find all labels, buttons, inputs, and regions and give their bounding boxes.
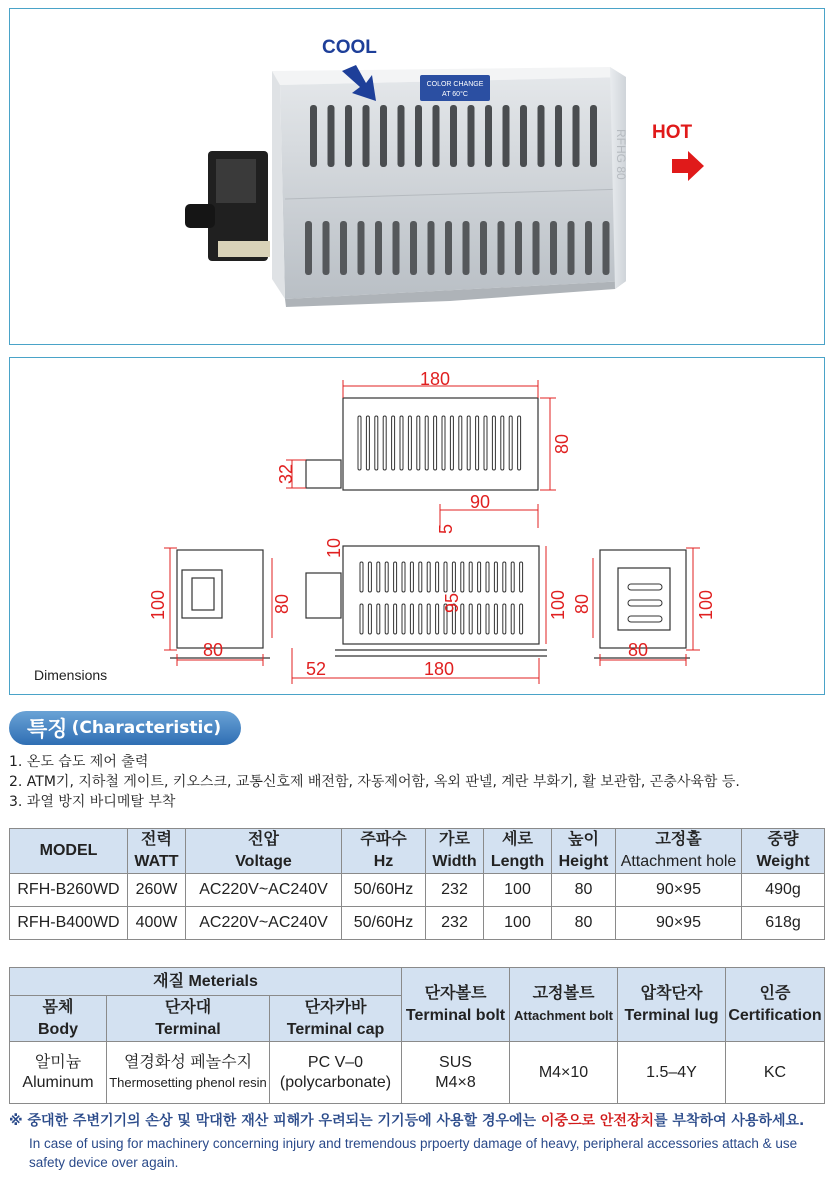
vent-slot xyxy=(358,221,365,275)
notice-korean: ※ 중대한 주변기기의 손상 및 막대한 재산 피해가 우려되는 기기등에 사용할 경우에는 이중으로 안전장치를 부착하여 사용하세요. xyxy=(9,1113,805,1129)
drawing-slot xyxy=(427,604,430,634)
drawing-slot xyxy=(410,604,413,634)
drawing-slot xyxy=(511,604,514,634)
header-voltage: 전압 Voltage xyxy=(186,829,342,874)
drawing-slot xyxy=(375,416,378,470)
drawing-slot xyxy=(377,562,380,592)
drawing-slot xyxy=(385,604,388,634)
drawing-slot xyxy=(366,416,369,470)
characteristic-title-en: (Characteristic) xyxy=(71,718,222,738)
drawing-slot xyxy=(511,562,514,592)
vent-slot xyxy=(498,221,505,275)
vent-slot xyxy=(340,221,347,275)
vent-slot xyxy=(503,105,510,167)
vent-slot xyxy=(323,221,330,275)
drawing-slot xyxy=(486,604,489,634)
feature-item: 2. ATM기, 지하철 게이트, 키오스크, 교통신호제 배전함, 자동제어함, 옥외 판넬, 계란 부화기, 활 보관함, 곤충사육함 등. xyxy=(9,774,740,790)
dimensions-caption: Dimensions xyxy=(34,667,108,683)
header-width: 가로 Width xyxy=(426,829,484,874)
header-terminal: 단자대 Terminal xyxy=(107,996,270,1042)
drawing-slot xyxy=(459,416,462,470)
feature-item: 3. 과열 방지 바디메탈 부착 xyxy=(9,794,176,810)
dim-right-inner: 80 xyxy=(572,593,592,614)
header-body: 몸체 Body xyxy=(10,996,107,1042)
vent-slot xyxy=(415,105,422,167)
drawing-slot xyxy=(484,416,487,470)
drawing-slot xyxy=(450,416,453,470)
feature-item: 1. 온도 습도 제어 출력 xyxy=(9,754,149,770)
dim-top-width: 180 xyxy=(420,369,451,389)
heater-photo xyxy=(10,9,826,346)
vent-slot xyxy=(398,105,405,167)
drawing-slot xyxy=(360,562,363,592)
drawing-slot xyxy=(419,562,422,592)
vent-slot xyxy=(433,105,440,167)
vent-slot xyxy=(375,221,382,275)
drawing-slot xyxy=(478,604,481,634)
vent-slot xyxy=(393,221,400,275)
drawing-slot xyxy=(503,604,506,634)
dim-top-height: 80 xyxy=(552,433,572,454)
material-table xyxy=(9,967,825,1104)
left-view-outline xyxy=(177,550,263,648)
dim-left-width: 80 xyxy=(203,640,224,660)
dim-flange: 10 xyxy=(324,537,344,558)
dim-hole-spacing: 90 xyxy=(470,492,491,512)
vent-slot xyxy=(515,221,522,275)
drawing-slot xyxy=(402,604,405,634)
drawing-slot xyxy=(628,616,662,622)
terminal-block xyxy=(185,151,270,261)
header-hz: 주파수 Hz xyxy=(342,829,426,874)
dim-right-height: 100 xyxy=(696,589,716,620)
characteristic-title-ko: 특징 xyxy=(27,717,68,741)
dim-front-terminal: 52 xyxy=(306,659,327,679)
header-height: 높이 Height xyxy=(552,829,616,874)
header-weight: 중량 Weight xyxy=(742,829,825,874)
spec-header-row xyxy=(10,829,825,874)
vent-slot xyxy=(520,105,527,167)
drawing-slot xyxy=(385,562,388,592)
dim-hole-pitch: 95 xyxy=(442,592,462,613)
characteristic-badge xyxy=(9,711,241,745)
table-row: 알미늄 Aluminum 열경화성 페놀수지 Thermosetting phenol resin PC V–0 (polycarbonate) SUS M4×8 M4×10 1.5–4Y KC xyxy=(10,1042,825,1104)
drawing-slot xyxy=(402,562,405,592)
svg-text:COLOR CHANGE: COLOR CHANGE xyxy=(426,81,484,88)
dimensions-panel xyxy=(9,357,825,695)
notice-english: In case of using for machinery concerning injury and tremendous prpoerty damage of heavy, peripheral accessories attach & use safety device over again. xyxy=(29,1136,798,1170)
vent-slot xyxy=(555,105,562,167)
drawing-slot xyxy=(436,604,439,634)
table-row: RFH-B400WD 400W AC220V~AC240V 50/60Hz 232 100 80 90×95 618g xyxy=(10,907,825,940)
material-group-row xyxy=(10,968,825,996)
vent-slot xyxy=(533,221,540,275)
drawing-slot xyxy=(434,416,437,470)
dim-left-height: 100 xyxy=(148,589,168,620)
safety-notice xyxy=(9,1110,829,1172)
header-terminal-cap: 단자카바 Terminal cap xyxy=(270,996,402,1042)
vent-slot xyxy=(468,105,475,167)
header-terminal-lug: 압착단자 Terminal lug xyxy=(618,968,726,1042)
drawing-slot xyxy=(436,562,439,592)
drawing-slot xyxy=(427,562,430,592)
product-photo-panel xyxy=(9,8,825,345)
dim-front-width: 180 xyxy=(424,659,455,679)
vent-slot xyxy=(310,105,317,167)
drawing-slot xyxy=(486,562,489,592)
feature-list xyxy=(9,752,740,812)
drawing-slot xyxy=(417,416,420,470)
vent-slot xyxy=(305,221,312,275)
top-view-terminal xyxy=(306,460,341,488)
drawing-slot xyxy=(368,604,371,634)
drawing-slot xyxy=(419,604,422,634)
drawing-slot xyxy=(467,416,470,470)
header-terminal-bolt: 단자볼트 Terminal bolt xyxy=(402,968,510,1042)
drawing-slot xyxy=(425,416,428,470)
drawing-slot xyxy=(360,604,363,634)
drawing-slot xyxy=(494,562,497,592)
vent-slot xyxy=(363,105,370,167)
drawing-slot xyxy=(520,562,523,592)
header-length: 세로 Length xyxy=(484,829,552,874)
vent-slot xyxy=(573,105,580,167)
drawing-slot xyxy=(476,416,479,470)
drawing-slot xyxy=(383,416,386,470)
drawing-slot xyxy=(410,562,413,592)
drawing-slot xyxy=(368,562,371,592)
hot-label: HOT xyxy=(652,122,693,143)
drawing-slot xyxy=(469,562,472,592)
vent-slot xyxy=(428,221,435,275)
dim-hole-offset: 5 xyxy=(436,523,456,534)
drawing-slot xyxy=(469,604,472,634)
header-attachment-hole: 고정홀 Attachment hole xyxy=(616,829,742,874)
front-view-outline xyxy=(343,546,539,644)
vent-slot xyxy=(328,105,335,167)
spec-table xyxy=(9,828,825,940)
svg-text:AT 60°C: AT 60°C xyxy=(442,91,468,98)
drawing-slot xyxy=(461,562,464,592)
vent-slot xyxy=(380,105,387,167)
vent-slot xyxy=(485,105,492,167)
cool-label: COOL xyxy=(322,37,377,58)
dim-front-height: 100 xyxy=(548,589,568,620)
drawing-slot xyxy=(518,416,521,470)
vent-slot xyxy=(410,221,417,275)
drawing-slot xyxy=(392,416,395,470)
drawing-slot xyxy=(358,416,361,470)
dim-left-inner: 80 xyxy=(272,593,292,614)
vent-slot xyxy=(538,105,545,167)
drawing-slot xyxy=(501,416,504,470)
vent-slot xyxy=(445,221,452,275)
vent-slot xyxy=(345,105,352,167)
vent-slot xyxy=(480,221,487,275)
vent-slot xyxy=(585,221,592,275)
drawing-slot xyxy=(478,562,481,592)
drawing-slot xyxy=(509,416,512,470)
drawing-slot xyxy=(394,604,397,634)
svg-text:RFHG 80: RFHG 80 xyxy=(614,129,628,180)
vent-slot xyxy=(590,105,597,167)
header-certification: 인증 Certification xyxy=(726,968,825,1042)
dim-top-terminal: 32 xyxy=(276,463,296,484)
drawing-slot xyxy=(452,562,455,592)
dimension-drawing xyxy=(10,358,826,696)
vent-slot xyxy=(568,221,575,275)
drawing-slot xyxy=(628,584,662,590)
drawing-slot xyxy=(492,416,495,470)
material-group-header: 재질 Meterials xyxy=(10,968,402,996)
drawing-slot xyxy=(628,600,662,606)
right-view-outline xyxy=(600,550,686,648)
drawing-slot xyxy=(503,562,506,592)
vent-slot xyxy=(603,221,610,275)
vent-slot xyxy=(550,221,557,275)
drawing-slot xyxy=(377,604,380,634)
header-attachment-bolt: 고정볼트 Attachment bolt xyxy=(510,968,618,1042)
header-model: MODEL xyxy=(10,829,128,874)
drawing-slot xyxy=(442,416,445,470)
drawing-slot xyxy=(400,416,403,470)
drawing-slot xyxy=(494,604,497,634)
drawing-slot xyxy=(520,604,523,634)
header-watt: 전력 WATT xyxy=(128,829,186,874)
drawing-slot xyxy=(408,416,411,470)
table-row: RFH-B260WD 260W AC220V~AC240V 50/60Hz 232 100 80 90×95 490g xyxy=(10,874,825,907)
vent-slot xyxy=(463,221,470,275)
dim-right-width: 80 xyxy=(628,640,649,660)
hot-arrow-icon xyxy=(672,151,704,181)
drawing-slot xyxy=(394,562,397,592)
drawing-slot xyxy=(444,562,447,592)
vent-slot xyxy=(450,105,457,167)
